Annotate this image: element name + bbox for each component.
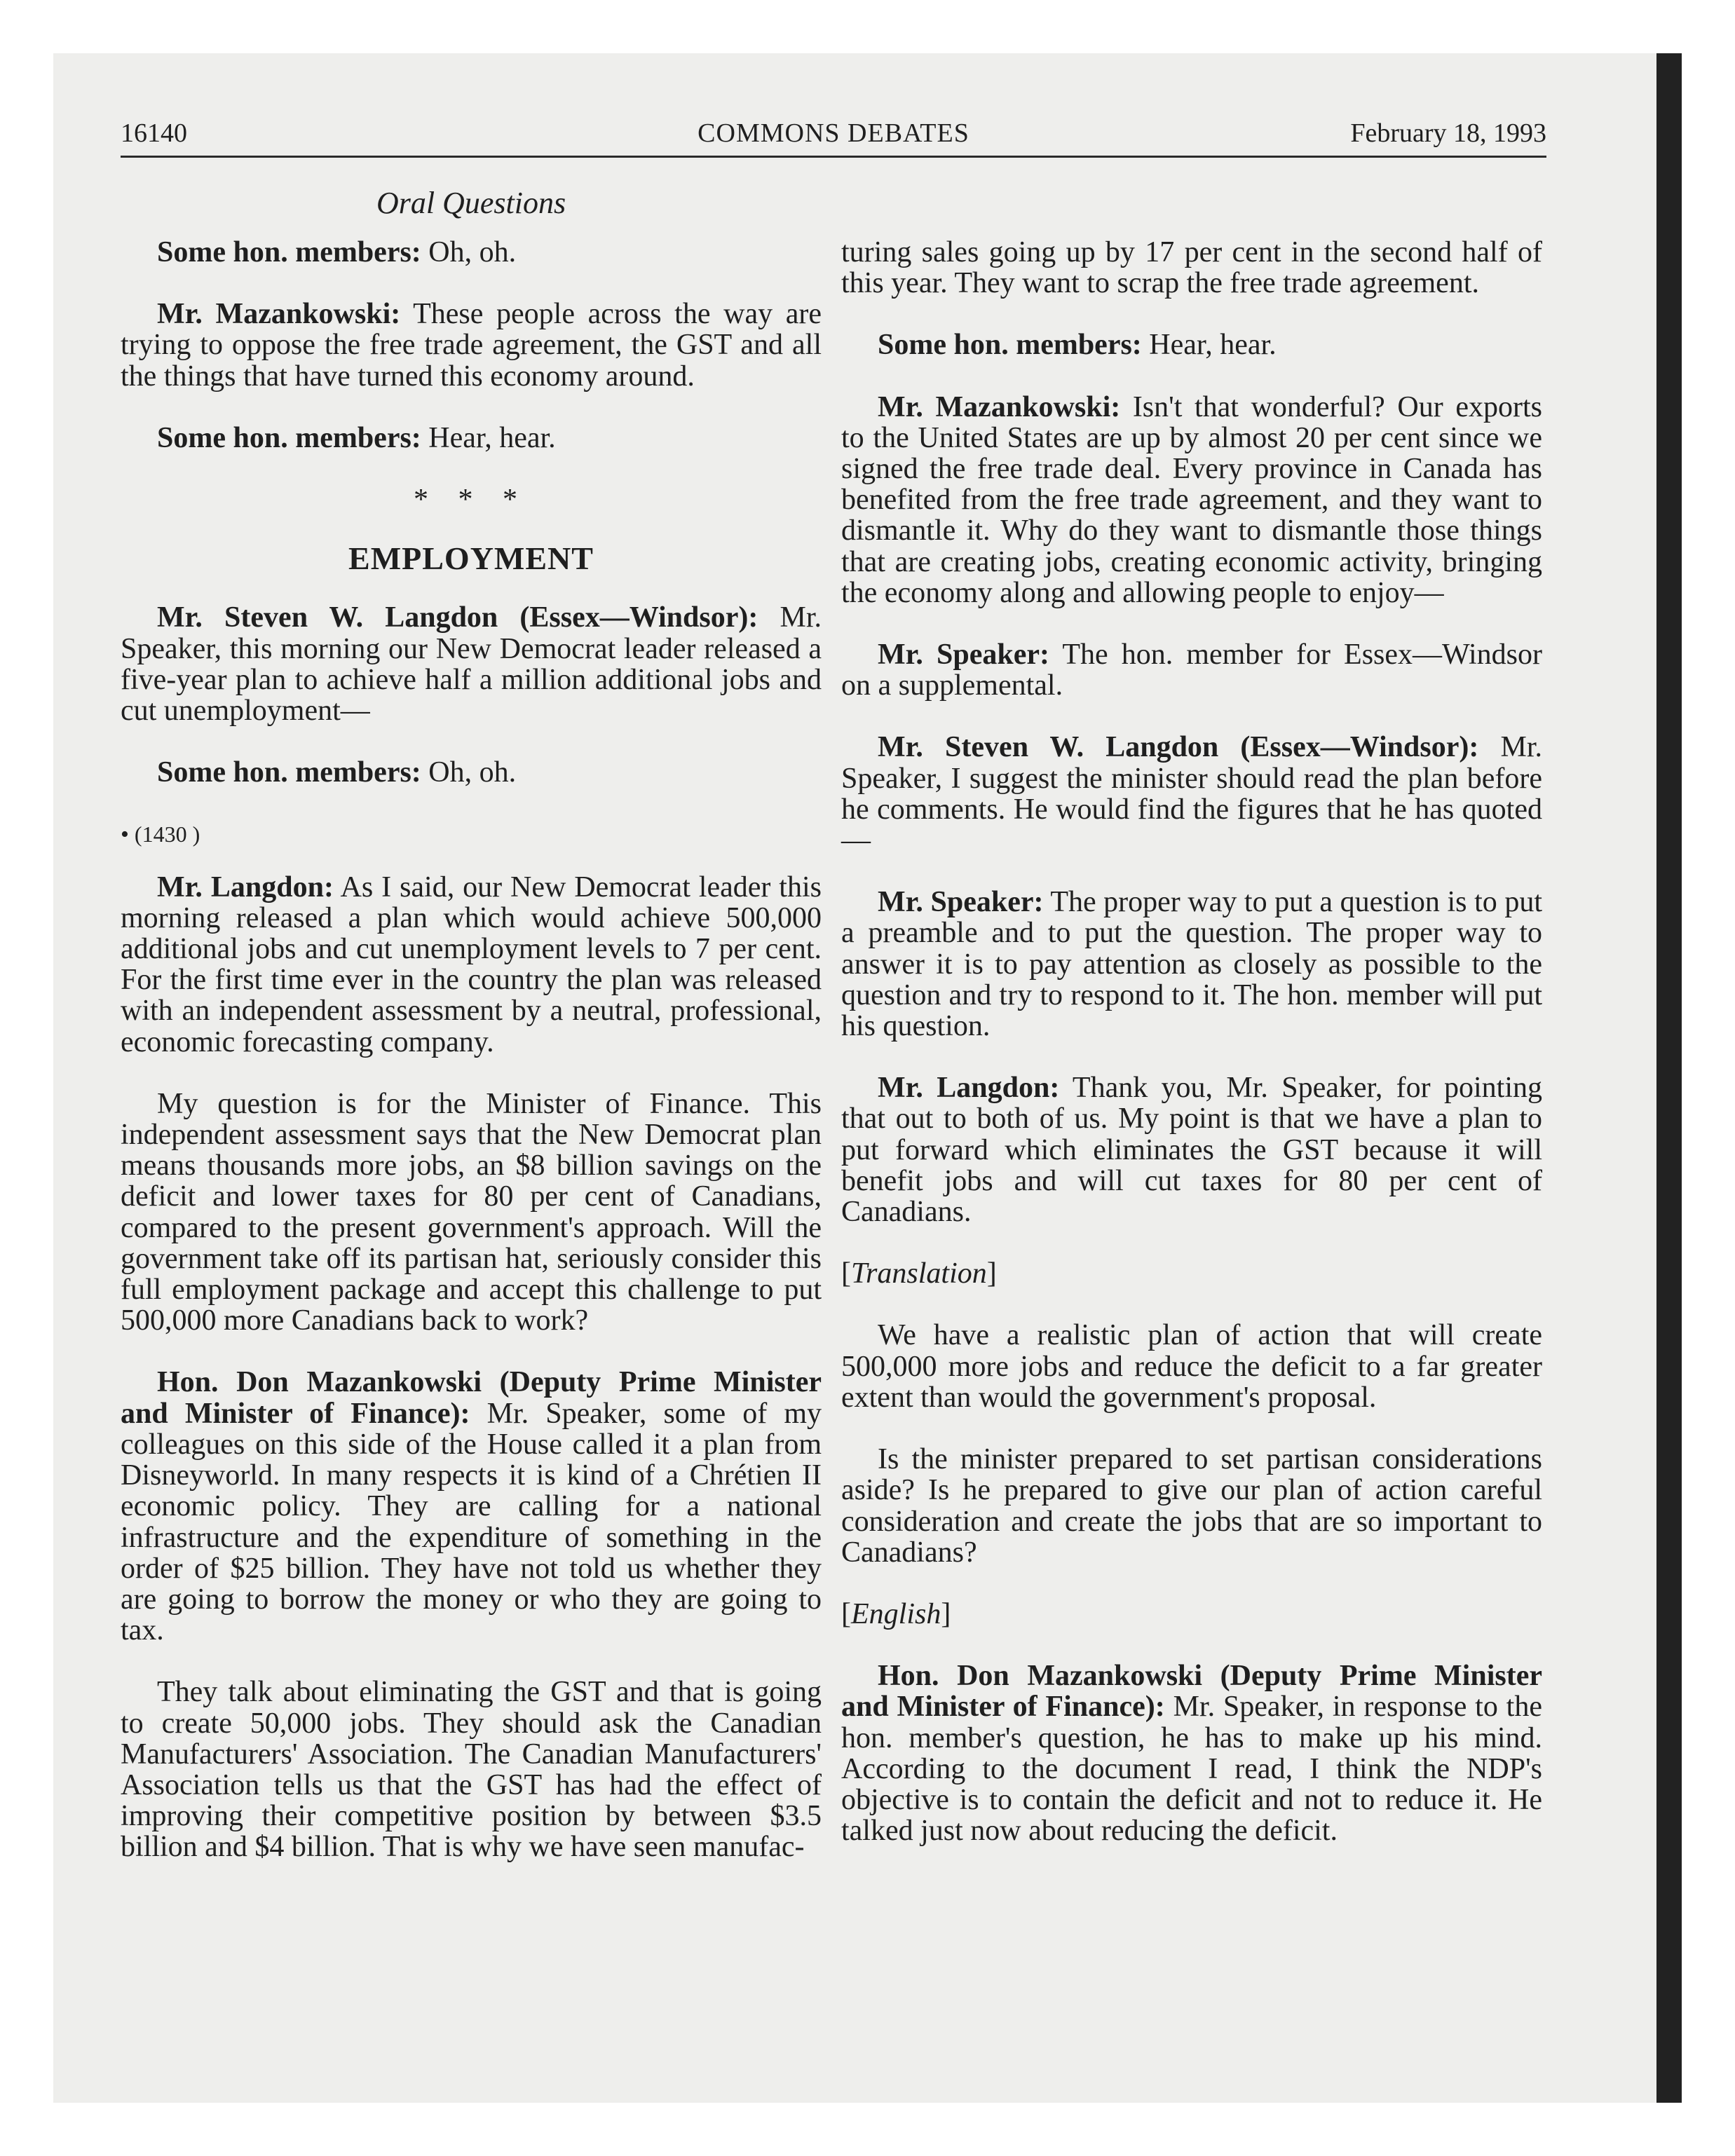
paragraph: turing sales going up by 17 per cent in the second half of this year. They want to scrap the free trade agreement. bbox=[841, 236, 1542, 300]
paragraph bbox=[121, 602, 822, 726]
paragraph bbox=[841, 732, 1542, 856]
speaker-name: Some hon. members: bbox=[157, 236, 421, 268]
bracket: [ bbox=[841, 1257, 851, 1290]
speaker-name: Mr. Mazankowski: bbox=[878, 390, 1121, 423]
paragraph bbox=[121, 872, 822, 1058]
header-rule bbox=[121, 156, 1546, 158]
speech-text: Oh, oh. bbox=[421, 236, 517, 268]
speech-text: Oh, oh. bbox=[421, 756, 517, 789]
speaker-name: Mr. Mazankowski: bbox=[157, 298, 401, 331]
bracket: ] bbox=[941, 1597, 951, 1630]
paragraph: We have a realistic plan of action that will create 500,000 more jobs and reduce the deficit to a far greater extent than would the government's proposal. bbox=[841, 1319, 1542, 1414]
speech-text: Isn't that wonderful? Our exports to the United States are up by almost 20 per cent since we signed the free trade deal. Every province in Canada has benefited from the free trade agreement, and they want to dismantle it. Why do they want to dismantle those things that are creating jobs, creating economic activity, bringing the economy along and allowing people to enjoy— bbox=[841, 390, 1542, 609]
publication-date: February 18, 1993 bbox=[1350, 118, 1546, 148]
paragraph bbox=[121, 757, 822, 788]
speaker-name: Some hon. members: bbox=[157, 421, 421, 454]
scan-edge-shadow bbox=[1656, 53, 1682, 2103]
speaker-name: Some hon. members: bbox=[157, 756, 421, 789]
speaker-name: Mr. Steven W. Langdon (Essex—Windsor): bbox=[157, 601, 758, 634]
section-heading: EMPLOYMENT bbox=[348, 540, 594, 577]
speech-text: The hon. member for Essex—Windsor on a supplemental. bbox=[841, 639, 1542, 702]
speaker-name: Mr. Speaker: bbox=[878, 639, 1049, 671]
tag-label: English bbox=[851, 1597, 941, 1630]
section-separator: * * * bbox=[414, 484, 529, 517]
paragraph bbox=[841, 392, 1542, 608]
speech-text: Thank you, Mr. Speaker, for pointing that out to both of us. My point is that we have a plan to put forward which eliminates the GST because it will benefit jobs and will cut taxes for 80 per cent of Canadians. bbox=[841, 1072, 1542, 1229]
bracket: [ bbox=[841, 1597, 851, 1630]
paragraph bbox=[121, 1367, 822, 1646]
paragraph bbox=[841, 887, 1542, 1042]
paragraph bbox=[121, 299, 822, 392]
speech-text: Mr. Speaker, some of my colleagues on this side of the House called it a plan from Disneyworld. In many respects it is kind of a Chrétien II economic policy. They are calling for a national infrastructure and the expenditure of something in the order of $25 billion. They have not told us whether they are going to borrow the money or who they are going to tax. bbox=[121, 1397, 822, 1647]
paragraph: They talk about eliminating the GST and that is going to create 50,000 jobs. They should ask the Canadian Manufacturers' Association. The Canadian Manufacturers' Association tells us that the GST has had the effect of improving their competitive position by between $3.5 billion and $4 billion. That is why we have seen manufac- bbox=[121, 1676, 822, 1864]
speech-text: These people across the way are trying to oppose the free trade agreement, the GST and all the things that have turned this economy around. bbox=[121, 298, 822, 393]
paragraph bbox=[121, 237, 822, 268]
language-tag-translation bbox=[841, 1258, 1542, 1289]
speech-text: The proper way to put a question is to put a preamble and to put the question. The proper way to answer it is to pay attention as closely as possible to the question and try to respond to it. The hon. member will put his question. bbox=[841, 886, 1543, 1043]
page-number: 16140 bbox=[121, 118, 187, 148]
paragraph bbox=[841, 1072, 1542, 1227]
tag-label: Translation bbox=[851, 1257, 987, 1290]
paragraph bbox=[841, 639, 1542, 701]
speaker-name: Some hon. members: bbox=[878, 329, 1142, 362]
speaker-name: Mr. Langdon: bbox=[157, 871, 334, 903]
timestamp-text: (1430 ) bbox=[128, 821, 200, 847]
paragraph: My question is for the Minister of Finance. This independent assessment says that the New Democrat plan means thousands more jobs, an $8 billion savings on the deficit and lower taxes for 80 per cent of Canadians, compared to the present government's approach. Will the government take off its partisan hat, seriously consider this full employment package and accept this challenge to put 500,000 more Canadians back to work? bbox=[121, 1087, 822, 1337]
bracket: ] bbox=[986, 1257, 997, 1290]
bullet-icon: • bbox=[121, 821, 129, 848]
speaker-name: Mr. Steven W. Langdon (Essex—Windsor): bbox=[878, 731, 1479, 764]
running-head: Oral Questions bbox=[376, 186, 566, 220]
paragraph bbox=[841, 1660, 1542, 1846]
speech-text: Hear, hear. bbox=[421, 421, 556, 454]
paragraph bbox=[121, 423, 822, 453]
speech-text: Mr. Speaker, this morning our New Democrat leader released a five-year plan to achieve half a million additional jobs and cut unemployment— bbox=[121, 601, 822, 728]
timestamp bbox=[121, 819, 822, 850]
speaker-name: Mr. Speaker: bbox=[878, 886, 1044, 919]
speaker-name: Hon. Don Mazankowski (Deputy Prime Minister and Minister of Finance): bbox=[841, 1660, 1542, 1724]
publication-title: COMMONS DEBATES bbox=[698, 118, 969, 148]
speech-text: Mr. Speaker, I suggest the minister should read the plan before he comments. He would find the figures that he has quoted— bbox=[841, 731, 1542, 857]
right-column bbox=[841, 237, 1542, 1877]
speech-text: As I said, our New Democrat leader this morning released a plan which would achieve 500,000 additional jobs and cut unemployment levels to 7 per cent. For the first time ever in the country the plan was released with an independent assessment by a neutral, professional, economic forecasting company. bbox=[121, 871, 822, 1058]
paragraph: Is the minister prepared to set partisan considerations aside? Is he prepared to give our plan of action careful consideration and create the jobs that are so important to Canadians? bbox=[841, 1443, 1542, 1569]
paragraph bbox=[841, 329, 1542, 360]
speech-text: Mr. Speaker, in response to the hon. member's question, he has to make up his mind. According to the document I read, I think the NDP's objective is to contain the deficit and not to reduce it. He talked just now about reducing the deficit. bbox=[841, 1691, 1542, 1848]
speech-text: Hear, hear. bbox=[1141, 329, 1277, 362]
language-tag-english bbox=[841, 1599, 1542, 1630]
speaker-name: Hon. Don Mazankowski (Deputy Prime Minister and Minister of Finance): bbox=[121, 1366, 822, 1430]
left-column bbox=[121, 237, 822, 1894]
speaker-name: Mr. Langdon: bbox=[878, 1072, 1060, 1105]
page-header bbox=[121, 112, 1546, 154]
